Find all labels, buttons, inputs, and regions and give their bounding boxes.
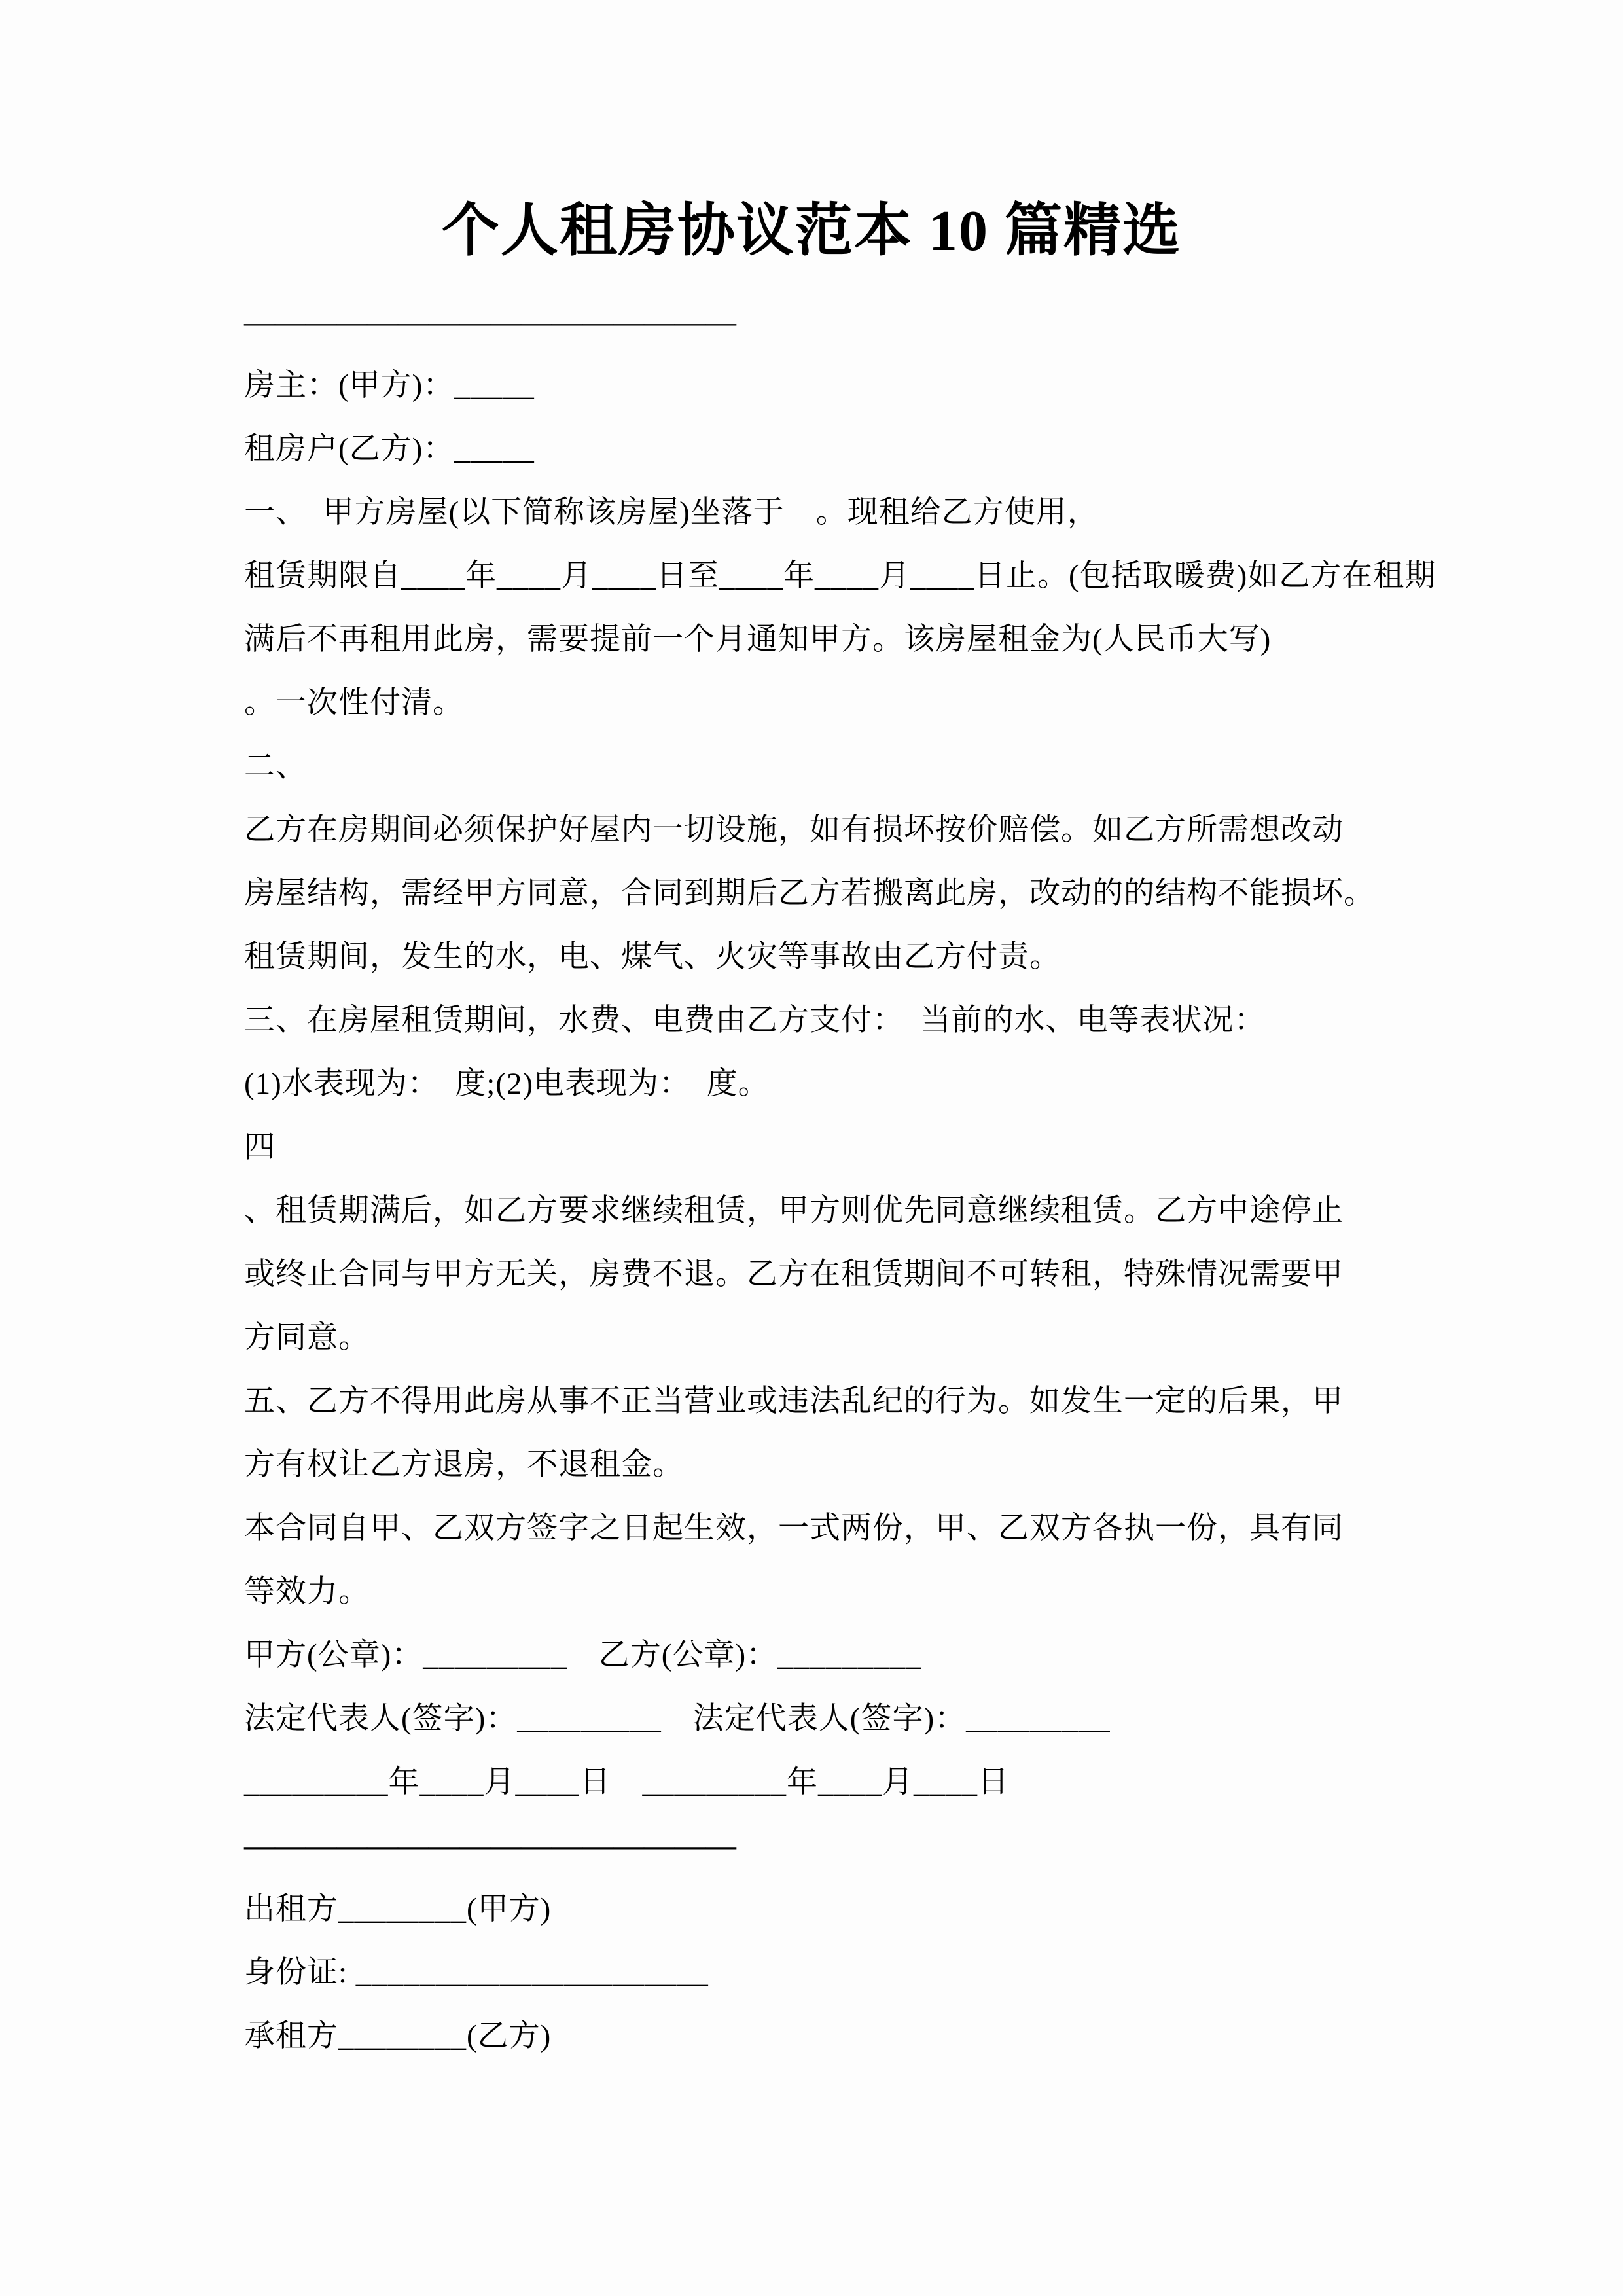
- clause3-line2: (1)水表现为： 度;(2)电表现为： 度。: [244, 1067, 770, 1101]
- clause4-heading: 四: [244, 1130, 276, 1164]
- clause3-line1: 三、在房屋租赁期间，水费、电费由乙方支付： 当前的水、电等表状况：: [244, 1003, 1266, 1037]
- date-line: _________年____月____日 _________年____月____日: [244, 1765, 1009, 1799]
- landlord-line: 房主：(甲方)：_____: [244, 368, 535, 403]
- top-divider-line: ————————————————: [244, 305, 736, 339]
- clause1-line3: 满后不再租用此房，需要提前一个月通知甲方。该房屋租金为(人民币大写): [244, 622, 1272, 656]
- bottom-divider-line: ————————————————: [244, 1829, 736, 1863]
- clause4-line1: 、租赁期满后，如乙方要求继续租赁，甲方则优先同意继续租赁。乙方中途停止: [244, 1194, 1344, 1228]
- validity-line1: 本合同自甲、乙双方签字之日起生效，一式两份，甲、乙双方各执一份，具有同: [244, 1511, 1344, 1545]
- lessee-line: 承租方________(乙方): [244, 2019, 552, 2053]
- clause1-line2: 租赁期限自____年____月____日至____年____月____日止。(包括取暖费)如乙方在租期: [244, 559, 1436, 593]
- lessor-line: 出租方________(甲方): [244, 1892, 552, 1926]
- id-card-line: 身份证: ______________________: [244, 1956, 709, 1990]
- clause2-line3: 租赁期间，发生的水，电、煤气、火灾等事故由乙方付责。: [244, 940, 1061, 974]
- clause2-line1: 乙方在房期间必须保护好屋内一切设施，如有损坏按价赔偿。如乙方所需想改动: [244, 813, 1344, 847]
- clause1-line4: 。一次性付清。: [244, 686, 464, 720]
- clause5-line2: 方有权让乙方退房，不退租金。: [244, 1448, 684, 1482]
- clause1-line1: 一、 甲方房屋(以下简称该房屋)坐落于 。现租给乙方使用，: [244, 495, 1099, 529]
- clause5-line1: 五、乙方不得用此房从事不正当营业或违法乱纪的行为。如发生一定的后果，甲: [244, 1384, 1344, 1418]
- clause2-heading: 二、: [244, 749, 307, 783]
- signature-line: 法定代表人(签字)：_________ 法定代表人(签字)：_________: [244, 1702, 1111, 1736]
- clause2-line2: 房屋结构，需经甲方同意，合同到期后乙方若搬离此房，改动的的结构不能损坏。: [244, 876, 1375, 910]
- clause4-line3: 方同意。: [244, 1321, 370, 1355]
- validity-line2: 等效力。: [244, 1575, 370, 1609]
- seal-line: 甲方(公章)：_________ 乙方(公章)：_________: [244, 1638, 922, 1672]
- clause4-line2: 或终止合同与甲方无关，房费不退。乙方在租赁期间不可转租，特殊情况需要甲: [244, 1257, 1344, 1291]
- page-title: 个人租房协议范本 10 篇精选: [441, 200, 1181, 263]
- contract-body: [244, 291, 1436, 2068]
- tenant-line: 租房户(乙方)：_____: [244, 432, 535, 466]
